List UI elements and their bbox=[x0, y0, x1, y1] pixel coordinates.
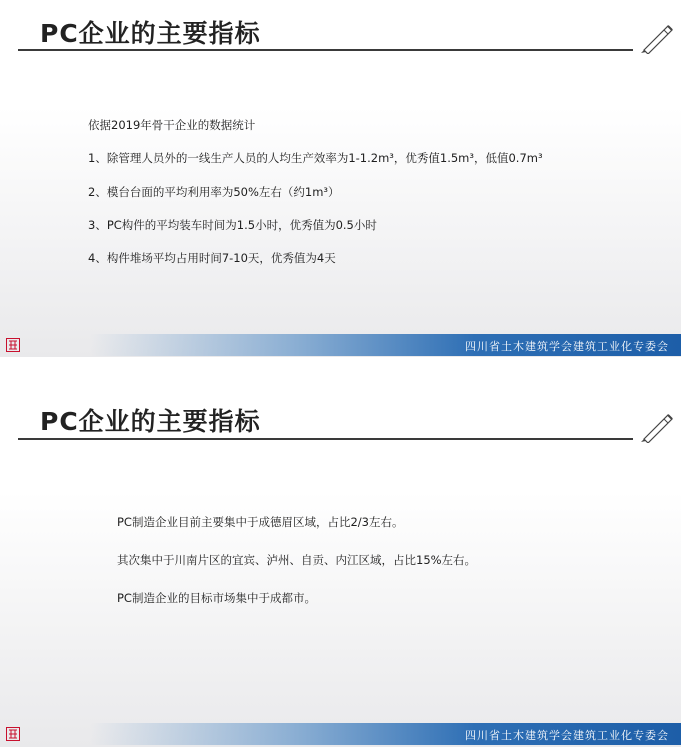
list-item: PC制造企业的目标市场集中于成都市。 bbox=[117, 591, 316, 605]
pen-icon bbox=[638, 409, 676, 443]
footer-bar bbox=[90, 334, 681, 356]
list-item: PC制造企业目前主要集中于成德眉区域，占比2/3左右。 bbox=[117, 515, 404, 529]
slide-1 bbox=[0, 0, 681, 357]
title-divider bbox=[18, 49, 633, 51]
slide-title: PC企业的主要指标 bbox=[40, 19, 261, 48]
seal-icon bbox=[6, 727, 20, 741]
list-item: 其次集中于川南片区的宜宾、泸州、自贡、内江区域，占比15%左右。 bbox=[117, 553, 477, 567]
list-item: 2、模台台面的平均利用率为50%左右（约1m³） bbox=[88, 185, 340, 199]
list-item: 3、PC构件的平均装车时间为1.5小时，优秀值为0.5小时 bbox=[88, 218, 377, 232]
pen-icon bbox=[638, 20, 676, 54]
list-item: 1、除管理人员外的一线生产人员的人均生产效率为1-1.2m³，优秀值1.5m³，低值0.7m³ bbox=[88, 151, 543, 165]
title-divider bbox=[18, 438, 633, 440]
seal-icon bbox=[6, 338, 20, 352]
slide-title: PC企业的主要指标 bbox=[40, 407, 261, 436]
intro-text: 依据2019年骨干企业的数据统计 bbox=[88, 118, 256, 132]
footer-bar bbox=[90, 723, 681, 745]
list-item: 4、构件堆场平均占用时间7-10天，优秀值为4天 bbox=[88, 251, 336, 265]
slide-2 bbox=[0, 382, 681, 747]
footer-text: 四川省土木建筑学会建筑工业化专委会 bbox=[465, 729, 669, 742]
footer-text: 四川省土木建筑学会建筑工业化专委会 bbox=[465, 340, 669, 353]
